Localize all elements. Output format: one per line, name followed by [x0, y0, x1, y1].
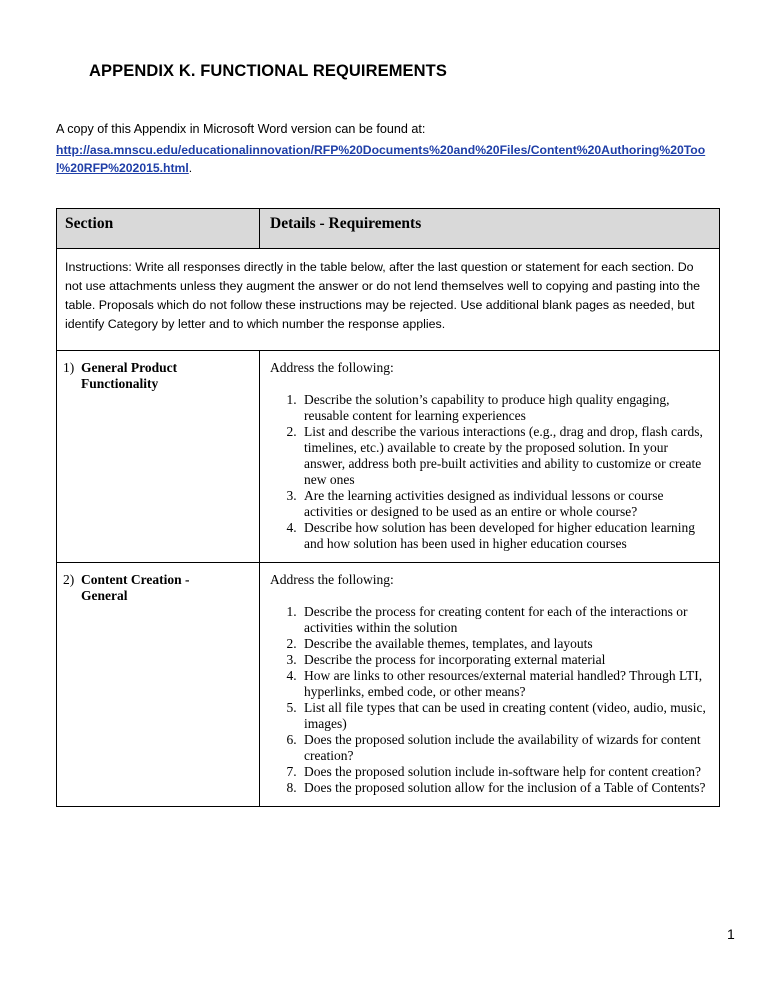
list-item: 3. Describe the process for incorporating external material [300, 652, 711, 668]
list-item: 5. List all file types that can be used in creating content (video, audio, music, images) [300, 700, 711, 732]
list-item: 4. Describe how solution has been developed for higher education learning and how solution has been used in higher education courses [300, 520, 711, 552]
list-item: 6. Does the proposed solution include the availability of wizards for content creation? [300, 732, 711, 764]
list-item: 2. List and describe the various interactions (e.g., drag and drop, flash cards, timelines, etc.) available to create by the proposed solution. In your answer, address both pre-built activities and ability to customize or create new ones [300, 424, 711, 488]
list-item: 4. How are links to other resources/external material handled? Through LTI, hyperlinks, embed code, or other means? [300, 668, 711, 700]
page-title: APPENDIX K. FUNCTIONAL REQUIREMENTS [89, 62, 447, 80]
section-number: 2) [63, 572, 75, 587]
intro-text: A copy of this Appendix in Microsoft Word version can be found at: [56, 122, 426, 136]
section-number: 1) [63, 360, 75, 375]
list-item: 2. Describe the available themes, templates, and layouts [300, 636, 711, 652]
page-number: 1 [727, 926, 735, 942]
requirements-list [270, 392, 711, 552]
details-lead: Address the following: [270, 360, 394, 375]
section-cell [57, 563, 260, 807]
section-title-line2: General [81, 588, 128, 603]
list-item: 3. Are the learning activities designed as individual lessons or course activities or designed to be used as an entire or whole course? [300, 488, 711, 520]
list-item: 7. Does the proposed solution include in-software help for content creation? [300, 764, 711, 780]
word-version-link[interactable]: http://asa.mnscu.edu/educationalinnovation/RFP%20Documents%20and%20Files/Content%20Authoring%20Tool%20RFP%202015.html [56, 143, 706, 175]
instructions-row [57, 249, 720, 351]
list-item: 1. Describe the solution’s capability to produce high quality engaging, reusable content for learning experiences [300, 392, 711, 424]
details-cell [260, 351, 720, 563]
table-header-row [57, 209, 720, 249]
list-item: 1. Describe the process for creating content for each of the interactions or activities within the solution [300, 604, 711, 636]
details-cell [260, 563, 720, 807]
section-title-line2: Functionality [81, 376, 159, 391]
section-cell [57, 351, 260, 563]
table-row [57, 563, 720, 807]
section-name [57, 563, 259, 604]
col-header-section: Section [57, 209, 260, 249]
table-row [57, 351, 720, 563]
section-name [57, 351, 259, 392]
section-title-line1: General Product [81, 360, 178, 375]
requirements-table [56, 208, 720, 807]
link-period: . [188, 161, 193, 175]
instructions-text: Instructions: Write all responses directly in the table below, after the last question or statement for each section. Do not use attachments unless they augment the answer or do not lend themselves well to copying and pasting into the table. Proposals which do not follow these instructions may be rejected. Use additional blank pages as needed, but identify Category by letter and to which number the response applies. [57, 249, 720, 351]
requirements-list [270, 604, 711, 796]
col-header-details: Details - Requirements [260, 209, 720, 249]
section-title-line1: Content Creation - [81, 572, 190, 587]
list-item: 8. Does the proposed solution allow for the inclusion of a Table of Contents? [300, 780, 711, 796]
word-version-link-line [56, 141, 716, 177]
details-lead: Address the following: [270, 572, 394, 587]
